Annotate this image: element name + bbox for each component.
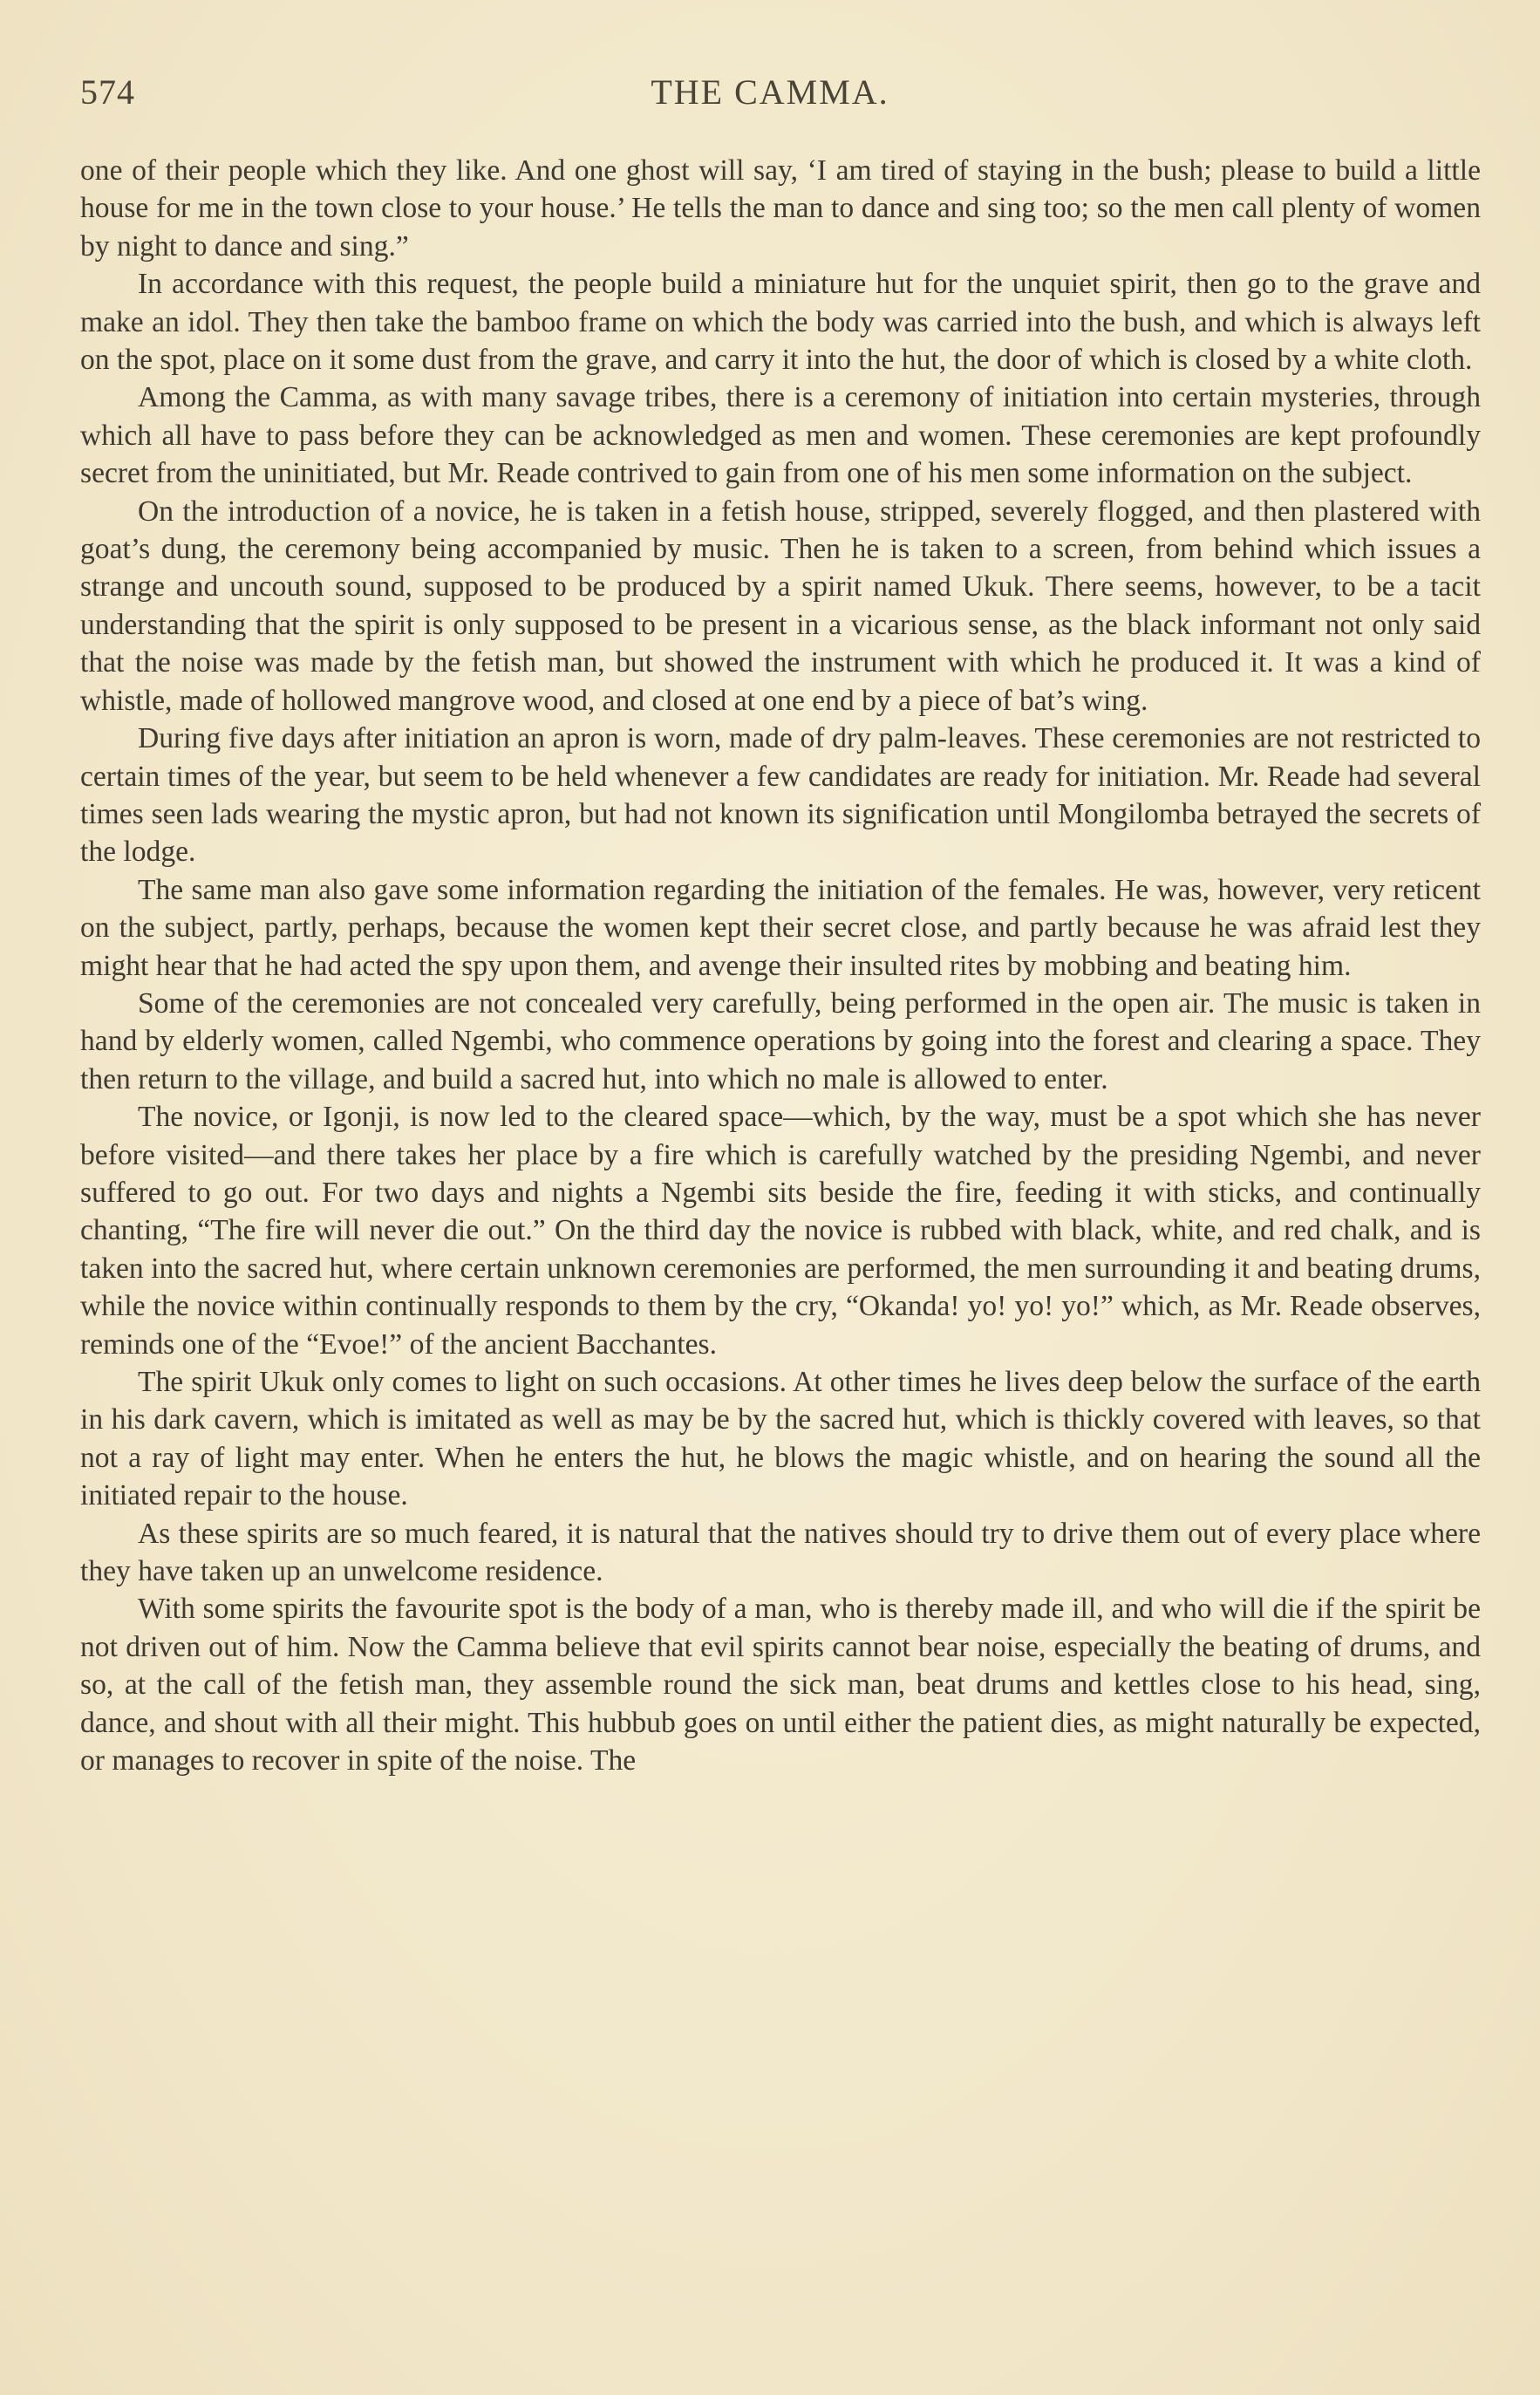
paragraph: As these spirits are so much feared, it is natural that the natives should try to drive them out of every place where they have taken up an unwelcome residence.: [80, 1517, 1481, 1588]
paragraph: Some of the ceremonies are not concealed very carefully, being performed in the open air. The music is taken in hand by elderly women, called Ngembi, who commence operations by going into the forest and clearing a space. They then return to the village, and build a sacred hut, into which no male is allowed to enter.: [80, 986, 1481, 1095]
paragraph: The novice, or Igonji, is now led to the cleared space—which, by the way, must be a spot which she has never before visited—and there takes her place by a fire which is carefully watched by the presiding Ngembi, and never suffered to go out. For two days and nights a Ngembi sits beside the fire, feeding it with sticks, and continually chanting, “The fire will never die out.” On the third day the novice is rubbed with black, white, and red chalk, and is taken into the sacred hut, where certain unknown ceremonies are performed, the men surrounding it and beating drums, while the novice within continually responds to them by the cry, “Okanda! yo! yo! yo!” which, as Mr. Reade observes, reminds one of the “Evoe!” of the ancient Bacchantes.: [80, 1101, 1481, 1361]
page-header: [80, 72, 1460, 124]
paragraph: In accordance with this request, the people build a miniature hut for the unquiet spirit, then go to the grave and make an idol. They then take the bamboo frame on which the body was carried into the bush, and which is always left on the spot, place on it some dust from the grave, and carry it into the hut, the door of which is closed by a white cloth.: [80, 268, 1481, 377]
page-number: 574: [80, 72, 135, 112]
body-text: [80, 152, 1481, 1779]
running-title: THE CAMMA.: [651, 72, 889, 112]
paragraph: With some spirits the favourite spot is the body of a man, who is thereby made ill, and who will die if the spirit be not driven out of him. Now the Camma believe that evil spirits cannot bear noise, especially the beating of drums, and so, at the call of the fetish man, they assemble round the sick man, beat drums and kettles close to his head, sing, dance, and shout with all their might. This hubbub goes on until either the patient dies, as might naturally be expected, or manages to recover in spite of the noise. The: [80, 1593, 1481, 1777]
paragraph: The spirit Ukuk only comes to light on such occasions. At other times he lives deep below the surface of the earth in his dark cavern, which is imitated as well as may be by the sacred hut, which is thickly covered with leaves, so that not a ray of light may enter. When he enters the hut, he blows the magic whistle, and on hearing the sound all the initiated repair to the house.: [80, 1366, 1481, 1512]
paragraph: Among the Camma, as with many savage tribes, there is a ceremony of initiation into certain mysteries, through which all have to pass before they can be acknowledged as men and women. These ceremonies are kept profoundly secret from the uninitiated, but Mr. Reade contrived to gain from one of his men some information on the subject.: [80, 381, 1481, 490]
paragraph: The same man also gave some information regarding the initiation of the females. He was, however, very reticent on the subject, partly, perhaps, because the women kept their secret close, and partly because he was afraid lest they might hear that he had acted the spy upon them, and avenge their insulted rites by mobbing and beating him.: [80, 873, 1481, 982]
paragraph: During five days after initiation an apron is worn, made of dry palm-leaves. These ceremonies are not restricted to certain times of the year, but seem to be held whenever a few candidates are ready for initiation. Mr. Reade had several times seen lads wearing the mystic apron, but had not known its signification until Mongilomba betrayed the secrets of the lodge.: [80, 722, 1481, 869]
paragraph: On the introduction of a novice, he is taken in a fetish house, stripped, severely flogged, and then plastered with goat’s dung, the ceremony being accompanied by music. Then he is taken to a screen, from behind which issues a strange and uncouth sound, supposed to be produced by a spirit named Ukuk. There seems, however, to be a tacit understanding that the spirit is only supposed to be present in a vicarious sense, as the black informant not only said that the noise was made by the fetish man, but showed the instrument with which he produced it. It was a kind of whistle, made of hollowed mangrove wood, and closed at one end by a piece of bat’s wing.: [80, 495, 1481, 717]
paragraph: one of their people which they like. And one ghost will say, ‘I am tired of staying in the bush; please to build a little house for me in the town close to your house.’ He tells the man to dance and sing too; so the men call plenty of women by night to dance and sing.”: [80, 154, 1481, 263]
